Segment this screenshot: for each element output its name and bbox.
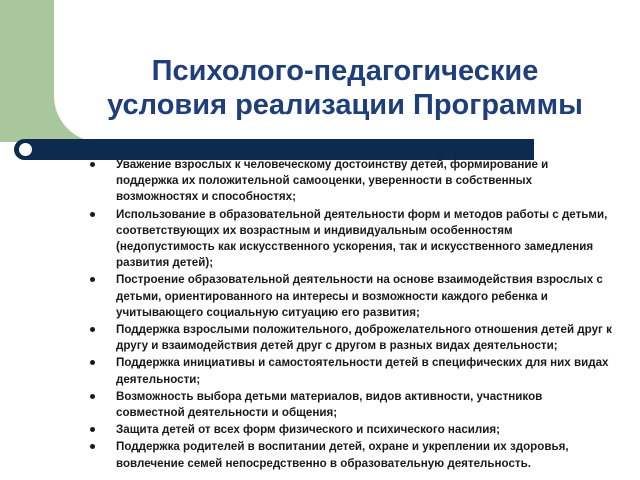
list-item: Использование в образовательной деятельности форм и методов работы с детьми, соответствующих их возрастным и индивидуальным особенностям (недопустимость как искусственного ускорения, так и искусственного замедления развития детей);	[88, 207, 613, 272]
list-item: Уважение взрослых к человеческому достоинству детей, формирование и поддержка их положительной самооценки, уверенности в собственных возможностях и способностях;	[88, 157, 613, 206]
slide-title-line-2: условия реализации Программы	[107, 89, 583, 121]
list-item: Возможность выбора детьми материалов, видов активности, участников совместной деятельности и общения;	[88, 389, 613, 421]
list-item: Поддержка взрослыми положительного, доброжелательного отношения детей друг к другу и взаимодействия детей друг с другом в разных видах деятельности;	[88, 322, 613, 354]
slide-title-line-1: Психолого-педагогические	[151, 55, 539, 87]
divider-dot-icon	[19, 143, 32, 156]
list-item: Поддержка родителей в воспитании детей, охране и укреплении их здоровья, вовлечение семей непосредственно в образовательную деятельность.	[88, 439, 613, 471]
list-item: Поддержка инициативы и самостоятельности детей в специфических для них видах деятельности;	[88, 355, 613, 387]
list-item: Защита детей от всех форм физического и психического насилия;	[88, 422, 613, 438]
conditions-list	[88, 157, 613, 473]
slide-title	[50, 54, 640, 122]
list-item: Построение образовательной деятельности на основе взаимодействия взрослых с детьми, ориентированного на интересы и возможности каждого ребенка и учитывающего социальную ситуацию его развития;	[88, 272, 613, 321]
